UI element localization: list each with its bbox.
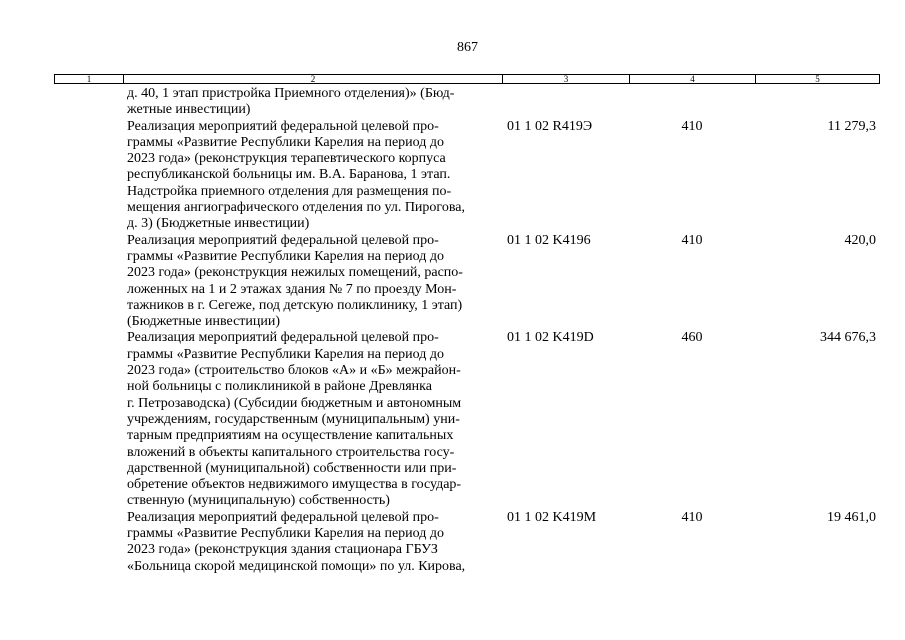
row-amount: 11 279,3	[827, 118, 876, 134]
description-line: д. 40, 1 этап пристройка Приемного отделения)» (Бюд-	[127, 86, 455, 101]
description-line: Реализация мероприятий федеральной целевой про-	[127, 232, 439, 248]
table-row	[54, 119, 880, 233]
description-line: ственную (муниципальную) собственность)	[127, 493, 390, 509]
description-line: 2023 года» (реконструкция терапевтического корпуса	[127, 151, 446, 167]
header-col-1: 1	[55, 75, 124, 83]
description-line: (Бюджетные инвестиции)	[127, 314, 281, 330]
row-expense-type: 410	[681, 232, 703, 248]
description-line: обретение объектов недвижимого имущества в государ-	[127, 477, 462, 493]
description-line: Реализация мероприятий федеральной целевой про-	[127, 509, 439, 525]
description-line: г. Петрозаводска) (Субсидии бюджетным и автономным	[127, 395, 462, 411]
description-line: тарным предприятиям на осуществление капитальных	[127, 428, 454, 444]
description-line: ной больницы с поликлиникой в районе Древлянка	[127, 379, 432, 395]
row-code: 01 1 02 K419D	[507, 330, 594, 346]
row-description	[127, 86, 502, 119]
description-line: 2023 года» (реконструкция нежилых помещений, распо-	[127, 265, 463, 281]
description-line: ложенных на 1 и 2 этажах здания № 7 по проезду Мон-	[127, 281, 457, 297]
header-col-3: 3	[503, 75, 630, 83]
description-line: граммы «Развитие Республики Карелия на период до	[127, 346, 445, 362]
description-line: тажников в г. Сегеже, под детскую поликлинику, 1 этап)	[127, 297, 463, 313]
table-header	[54, 74, 880, 84]
table-body	[54, 86, 880, 575]
header-col-4: 4	[630, 75, 756, 83]
description-line: 2023 года» (реконструкция здания стационара ГБУЗ	[127, 542, 438, 558]
description-line: граммы «Развитие Республики Карелия на период до	[127, 248, 445, 264]
row-expense-type: 410	[681, 118, 703, 134]
description-line: республиканской больницы им. В.А. Баранова, 1 этап.	[127, 167, 451, 183]
description-line: граммы «Развитие Республики Карелия на период до	[127, 134, 445, 150]
description-line: мещения ангиографического отделения по ул. Пирогова,	[127, 200, 465, 216]
row-description	[127, 510, 502, 575]
row-amount: 344 676,3	[820, 330, 876, 346]
table-row	[54, 86, 880, 119]
row-code: 01 1 02 R419Э	[507, 118, 593, 134]
description-line: Реализация мероприятий федеральной целевой про-	[127, 118, 439, 134]
row-amount: 19 461,0	[827, 509, 876, 525]
row-expense-type: 460	[681, 330, 703, 346]
description-line: жетные инвестиции)	[127, 102, 251, 118]
description-line: дарственной (муниципальной) собственности или при-	[127, 460, 457, 476]
row-description	[127, 119, 502, 233]
description-line: Реализация мероприятий федеральной целевой про-	[127, 330, 439, 346]
row-code: 01 1 02 K4196	[507, 232, 591, 248]
page-number: 867	[457, 40, 478, 55]
table-row	[54, 330, 880, 509]
header-col-2: 2	[124, 75, 503, 83]
row-code: 01 1 02 K419M	[507, 509, 597, 525]
description-line: 2023 года» (строительство блоков «А» и «Б» межрайон-	[127, 363, 461, 379]
table-row	[54, 510, 880, 575]
description-line: Надстройка приемного отделения для размещения по-	[127, 183, 452, 199]
description-line: «Больница скорой медицинской помощи» по ул. Кирова,	[127, 558, 466, 574]
row-description	[127, 330, 502, 509]
header-col-5: 5	[815, 74, 820, 84]
row-amount: 420,0	[844, 232, 876, 248]
description-line: учреждениям, государственным (муниципальным) уни-	[127, 411, 460, 427]
description-line: вложений в объекты капитального строительства госу-	[127, 444, 455, 460]
description-line: граммы «Развитие Республики Карелия на период до	[127, 526, 445, 542]
row-expense-type: 410	[681, 509, 703, 525]
table-row	[54, 233, 880, 331]
row-description	[127, 233, 502, 331]
description-line: д. 3) (Бюджетные инвестиции)	[127, 216, 310, 232]
